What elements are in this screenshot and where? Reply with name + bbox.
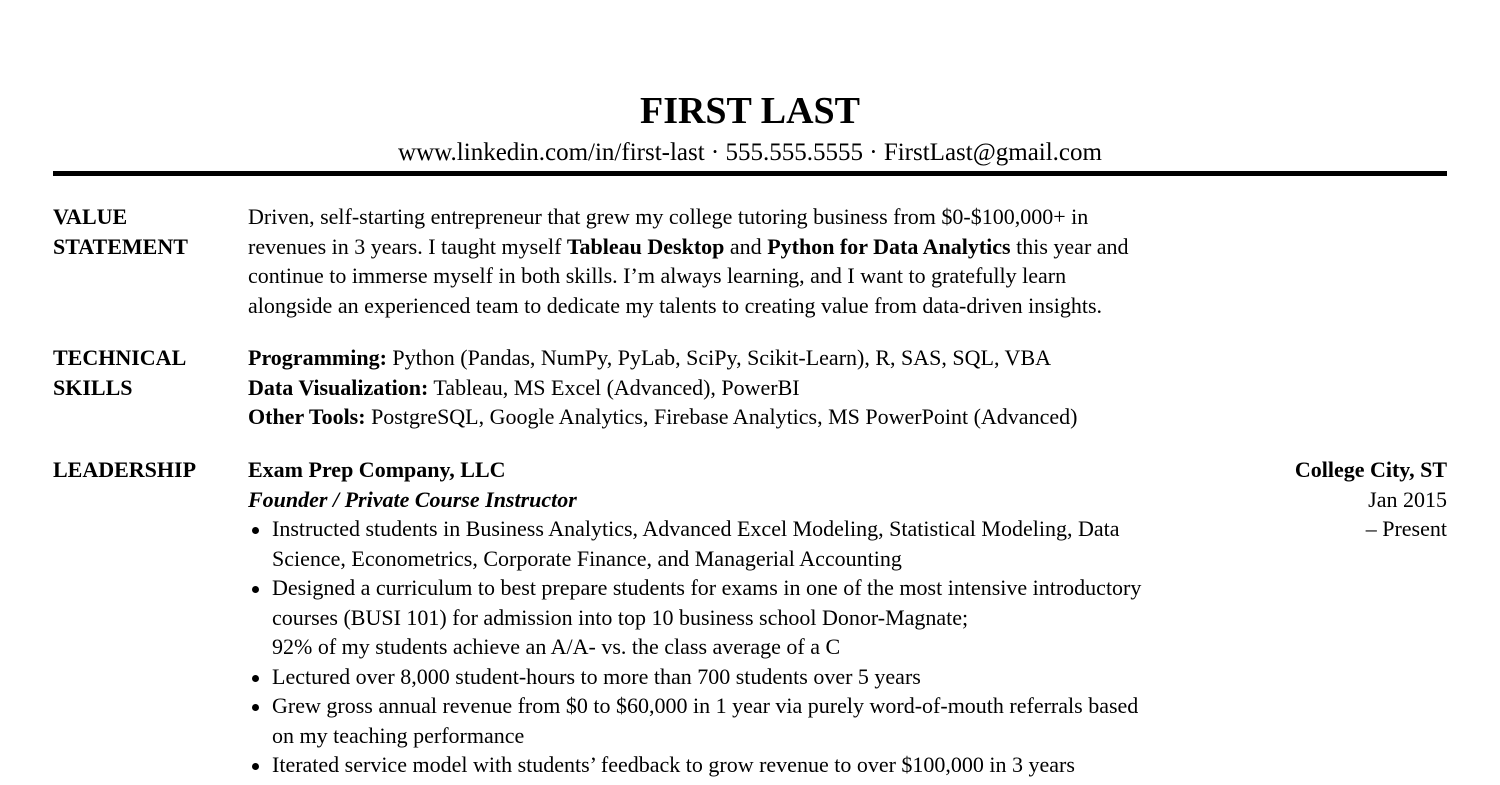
bullet-line: courses (BUSI 101) for admission into top 10 business school Donor-Magnate; <box>272 604 969 630</box>
text-run: and <box>724 233 768 259</box>
list-item <box>248 750 1258 780</box>
list-item <box>248 573 1258 662</box>
bullet-icon <box>252 704 259 711</box>
text-line <box>248 232 1248 262</box>
bullet-line: on my teaching performance <box>272 722 525 748</box>
skill-value: Python (Pandas, NumPy, PyLab, SciPy, Scikit-Learn), R, SAS, SQL, VBA <box>386 345 1051 370</box>
skill-row <box>248 402 1348 432</box>
list-item <box>248 514 1258 573</box>
text-line: alongside an experienced team to dedicate my talents to creating value from data-driven insights. <box>248 292 1103 318</box>
bullet-line: Instructed students in Business Analytics, Advanced Excel Modeling, Statistical Modeling, Data <box>272 516 1120 541</box>
section-heading: LEADERSHIP <box>53 457 197 482</box>
heading-line: STATEMENT <box>53 233 188 259</box>
section-heading <box>53 202 233 261</box>
text-run: this year and <box>1010 233 1129 259</box>
skill-row <box>248 343 1348 373</box>
text-line: Driven, self-starting entrepreneur that grew my college tutoring business from $0-$100,000+ in <box>248 204 1089 229</box>
bullet-line: Iterated service model with students’ feedback to grow revenue to over $100,000 in 3 years <box>272 752 1075 777</box>
contact-line: www.linkedin.com/in/first-last · 555.555.5555 · FirstLast@gmail.com <box>398 139 1102 166</box>
bullet-icon <box>252 675 259 682</box>
leadership-entry <box>248 455 1258 780</box>
skill-label: Data Visualization: <box>248 374 429 400</box>
location-dates <box>1227 455 1447 544</box>
skills-list <box>248 343 1348 432</box>
candidate-name: FIRST LAST <box>639 90 860 132</box>
heading-line: VALUE <box>53 204 128 229</box>
skill-label: Other Tools: <box>248 404 366 429</box>
text-run: revenues in 3 years. I taught myself <box>248 233 567 259</box>
list-item <box>248 691 1258 750</box>
bullet-line: 92% of my students achieve an A/A- vs. the class average of a C <box>272 634 841 659</box>
value-statement-text <box>248 202 1248 320</box>
header-divider <box>53 171 1447 176</box>
bullet-line: Lectured over 8,000 student-hours to more than 700 students over 5 years <box>272 663 921 689</box>
skill-label: Programming: <box>248 345 387 370</box>
skill-value: PostgreSQL, Google Analytics, Firebase Analytics, MS PowerPoint (Advanced) <box>365 404 1078 429</box>
bullet-icon <box>252 527 259 534</box>
bullet-line: Grew gross annual revenue from $0 to $60,000 in 1 year via purely word-of-mouth referrals based <box>272 693 1139 718</box>
bullet-icon <box>252 763 259 770</box>
skill-value: Tableau, MS Excel (Advanced), PowerBI <box>428 374 800 400</box>
heading-line: SKILLS <box>53 374 133 400</box>
company-name: Exam Prep Company, LLC <box>248 457 506 482</box>
list-item <box>248 662 1258 692</box>
bullet-icon <box>252 586 259 593</box>
text-line: continue to immerse myself in both skills. I’m always learning, and I want to gratefully learn <box>248 263 1067 288</box>
job-dates-end: – Present <box>1365 516 1447 541</box>
section-heading <box>53 343 233 402</box>
job-dates-start: Jan 2015 <box>1368 486 1447 512</box>
bullet-line: Science, Econometrics, Corporate Finance, and Managerial Accounting <box>272 545 902 571</box>
heading-line: TECHNICAL <box>53 345 187 370</box>
job-location: College City, ST <box>1294 457 1447 482</box>
role-title: Founder / Private Course Instructor <box>248 486 577 512</box>
bold-skill: Tableau Desktop <box>566 233 725 259</box>
achievement-list <box>248 514 1258 780</box>
skill-row <box>248 373 1348 403</box>
bold-skill: Python for Data Analytics <box>767 233 1011 259</box>
bullet-line: Designed a curriculum to best prepare students for exams in one of the most intensive introductory <box>272 575 1142 600</box>
